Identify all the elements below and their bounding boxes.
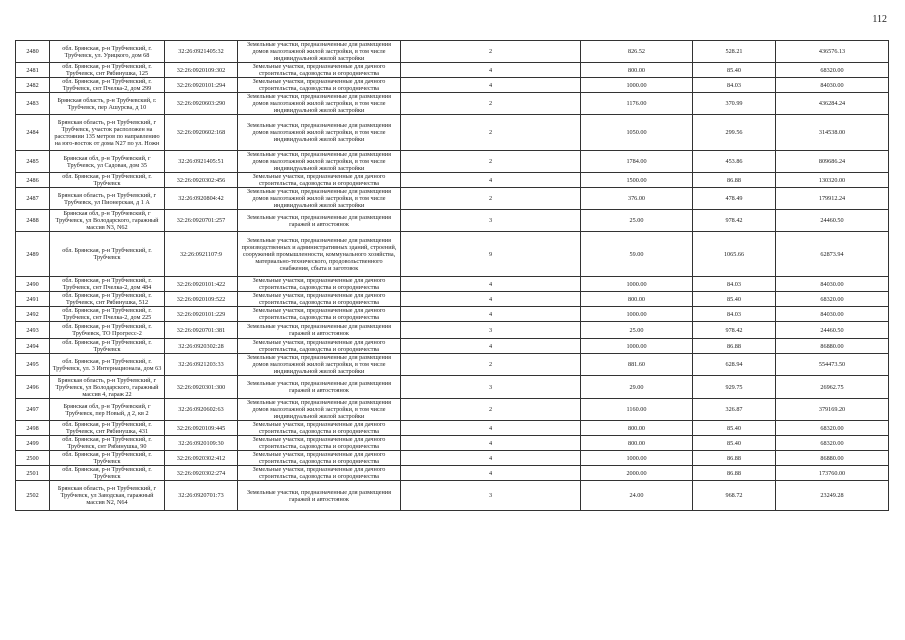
address-cell: обл. Брянская, р-н Трубчевский, г. Трубчевск, снт Пчелка-2, дом 299 <box>50 78 165 93</box>
cadastral-number-cell: 32:26:0920602:63 <box>165 399 238 421</box>
use-group-cell: 2 <box>401 188 581 210</box>
cadastral-number-cell: 32:26:0920701:73 <box>165 481 238 511</box>
area-cell: 1050.00 <box>581 115 693 151</box>
table-row <box>16 173 889 188</box>
row-number: 2498 <box>16 421 50 436</box>
land-use-cell: Земельные участки, предназначенные для дачного строительства, садоводства и огородничества <box>238 63 401 78</box>
address-cell: обл. Брянская, р-н Трубчевский, г. Трубчевск, снт Рябинушка, 512 <box>50 292 165 307</box>
address-cell: обл. Брянская, р-н Трубчевский, г. Трубчевск <box>50 451 165 466</box>
row-number: 2488 <box>16 210 50 232</box>
specific-value-cell: 929.75 <box>693 376 776 399</box>
cadastral-number-cell: 32:26:0920101:229 <box>165 307 238 322</box>
address-cell: обл. Брянская, р-н Трубчевский, г. Трубчевск <box>50 339 165 354</box>
row-number: 2482 <box>16 78 50 93</box>
area-cell: 59.00 <box>581 232 693 277</box>
area-cell: 1000.00 <box>581 451 693 466</box>
row-number: 2486 <box>16 173 50 188</box>
cadastral-value-cell: 436576.13 <box>776 41 889 63</box>
row-number: 2483 <box>16 93 50 115</box>
cadastral-number-cell: 32:26:0920109:302 <box>165 63 238 78</box>
row-number: 2497 <box>16 399 50 421</box>
specific-value-cell: 85.40 <box>693 436 776 451</box>
table-row <box>16 188 889 210</box>
specific-value-cell: 1065.66 <box>693 232 776 277</box>
area-cell: 376.00 <box>581 188 693 210</box>
cadastral-number-cell: 32:26:0920302:28 <box>165 339 238 354</box>
use-group-cell: 3 <box>401 210 581 232</box>
address-cell: Брянская область, р-н Трубчевский, г Трубчевск, ул Пионерская, д 1 А <box>50 188 165 210</box>
land-use-cell: Земельные участки, предназначенные для размещения домов малоэтажной жилой застройки, в том числе индивидуальной жилой застройки <box>238 41 401 63</box>
specific-value-cell: 628.94 <box>693 354 776 376</box>
cadastral-number-cell: 32:26:0921405:51 <box>165 151 238 173</box>
cadastral-value-cell: 68320.00 <box>776 421 889 436</box>
row-number: 2492 <box>16 307 50 322</box>
address-cell: Брянская область, р-н Трубчевский, г. Трубчевск, пер Ашурсва, д 10 <box>50 93 165 115</box>
table-row <box>16 232 889 277</box>
cadastral-value-cell: 23249.28 <box>776 481 889 511</box>
row-number: 2487 <box>16 188 50 210</box>
address-cell: Брянская обл, р-н Трубчевский, г Трубчевск, ул Садовая, дом 35 <box>50 151 165 173</box>
use-group-cell: 4 <box>401 173 581 188</box>
address-cell: обл. Брянская, р-н Трубчевский, г. Трубчевск, ТО Прогресс-2 <box>50 322 165 339</box>
address-cell: обл. Брянская, р-н Трубчевский, г. Трубчевск, снт Рябинушка, 90 <box>50 436 165 451</box>
row-number: 2494 <box>16 339 50 354</box>
use-group-cell: 4 <box>401 277 581 292</box>
cadastral-number-cell: 32:26:0920101:422 <box>165 277 238 292</box>
use-group-cell: 4 <box>401 339 581 354</box>
cadastral-value-cell: 379169.20 <box>776 399 889 421</box>
address-cell: обл. Брянская, р-н Трубчевский, г. Трубчевск <box>50 466 165 481</box>
row-number: 2490 <box>16 277 50 292</box>
area-cell: 1176.00 <box>581 93 693 115</box>
cadastral-number-cell: 32:26:0921203:33 <box>165 354 238 376</box>
area-cell: 800.00 <box>581 292 693 307</box>
area-cell: 1000.00 <box>581 78 693 93</box>
cadastral-number-cell: 32:26:0920301:300 <box>165 376 238 399</box>
address-cell: обл. Брянская, р-н Трубчевский, г. Трубчевск <box>50 232 165 277</box>
page-number: 112 <box>872 14 887 25</box>
cadastral-value-cell: 68320.00 <box>776 292 889 307</box>
specific-value-cell: 86.88 <box>693 466 776 481</box>
specific-value-cell: 86.88 <box>693 451 776 466</box>
use-group-cell: 2 <box>401 151 581 173</box>
cadastral-number-cell: 32:26:0920302:274 <box>165 466 238 481</box>
land-use-cell: Земельные участки, предназначенные для размещения гаражей и автостоянок <box>238 210 401 232</box>
table-body <box>16 41 889 511</box>
area-cell: 2000.00 <box>581 466 693 481</box>
address-cell: Брянская обл, р-н Трубчевский, г Трубчевск, ул Володарского, гаражный массив N3, N62 <box>50 210 165 232</box>
cadastral-value-cell: 24460.50 <box>776 322 889 339</box>
cadastral-value-cell: 26962.75 <box>776 376 889 399</box>
area-cell: 1160.00 <box>581 399 693 421</box>
use-group-cell: 4 <box>401 451 581 466</box>
cadastral-number-cell: 32:26:0920302:412 <box>165 451 238 466</box>
address-cell: обл. Брянская, р-н Трубчевский, г. Трубчевск, ул. Урицкого, дом 68 <box>50 41 165 63</box>
cadastral-value-cell: 68320.00 <box>776 436 889 451</box>
land-use-cell: Земельные участки, предназначенные для дачного строительства, садоводства и огородничества <box>238 173 401 188</box>
specific-value-cell: 968.72 <box>693 481 776 511</box>
specific-value-cell: 84.03 <box>693 78 776 93</box>
use-group-cell: 2 <box>401 93 581 115</box>
address-cell: обл. Брянская, р-н Трубчевский, г. Трубчевск <box>50 173 165 188</box>
use-group-cell: 4 <box>401 292 581 307</box>
land-use-cell: Земельные участки, предназначенные для размещения гаражей и автостоянок <box>238 376 401 399</box>
address-cell: обл. Брянская, р-н Трубчевский, г. Трубчевск, снт Пчелка-2, дом 484 <box>50 277 165 292</box>
area-cell: 1000.00 <box>581 277 693 292</box>
table-row <box>16 93 889 115</box>
table-row <box>16 78 889 93</box>
address-cell: обл. Брянская, р-н Трубчевский, г. Трубчевск, снт Рябинушка, 431 <box>50 421 165 436</box>
use-group-cell: 3 <box>401 322 581 339</box>
specific-value-cell: 84.03 <box>693 277 776 292</box>
land-use-cell: Земельные участки, предназначенные для дачного строительства, садоводства и огородничества <box>238 421 401 436</box>
land-use-cell: Земельные участки, предназначенные для размещения домов малоэтажной жилой застройки, в том числе индивидуальной жилой застройки <box>238 115 401 151</box>
table-row <box>16 292 889 307</box>
table-row <box>16 436 889 451</box>
specific-value-cell: 85.40 <box>693 421 776 436</box>
area-cell: 25.00 <box>581 322 693 339</box>
table-row <box>16 151 889 173</box>
table-row <box>16 354 889 376</box>
row-number: 2496 <box>16 376 50 399</box>
specific-value-cell: 478.49 <box>693 188 776 210</box>
address-cell: обл. Брянская, р-н Трубчевский, г. Трубчевск, ул. 3 Интернационала, дом 63 <box>50 354 165 376</box>
row-number: 2484 <box>16 115 50 151</box>
land-use-cell: Земельные участки, предназначенные для дачного строительства, садоводства и огородничества <box>238 339 401 354</box>
address-cell: Брянская область, р-н Трубчевский, г Трубчевск, ул Заводская, гаражный массив N2, N64 <box>50 481 165 511</box>
use-group-cell: 4 <box>401 466 581 481</box>
area-cell: 24.00 <box>581 481 693 511</box>
address-cell: Брянская обл, р-н Трубчевский, г Трубчевск, пер Новый, д 2, кв 2 <box>50 399 165 421</box>
specific-value-cell: 326.87 <box>693 399 776 421</box>
area-cell: 1000.00 <box>581 339 693 354</box>
row-number: 2493 <box>16 322 50 339</box>
land-use-cell: Земельные участки, предназначенные для дачного строительства, садоводства и огородничества <box>238 277 401 292</box>
land-use-cell: Земельные участки, предназначенные для дачного строительства, садоводства и огородничества <box>238 436 401 451</box>
cadastral-number-cell: 32:26:0921107:9 <box>165 232 238 277</box>
cadastral-number-cell: 32:26:0921405:32 <box>165 41 238 63</box>
cadastral-value-cell: 84030.00 <box>776 307 889 322</box>
specific-value-cell: 978.42 <box>693 322 776 339</box>
use-group-cell: 4 <box>401 78 581 93</box>
land-use-cell: Земельные участки, предназначенные для размещения гаражей и автостоянок <box>238 322 401 339</box>
cadastral-value-cell: 86880.00 <box>776 451 889 466</box>
table-row <box>16 277 889 292</box>
land-use-cell: Земельные участки, предназначенные для размещения домов малоэтажной жилой застройки, в том числе индивидуальной жилой застройки <box>238 151 401 173</box>
area-cell: 1784.00 <box>581 151 693 173</box>
land-use-cell: Земельные участки, предназначенные для дачного строительства, садоводства и огородничества <box>238 307 401 322</box>
cadastral-value-cell: 84030.00 <box>776 277 889 292</box>
address-cell: обл. Брянская, р-н Трубчевский, г. Трубчевск, снт Пчелка-2, дом 225 <box>50 307 165 322</box>
cadastral-value-cell: 173760.00 <box>776 466 889 481</box>
table-row <box>16 451 889 466</box>
land-use-cell: Земельные участки, предназначенные для размещения домов малоэтажной жилой застройки, в том числе индивидуальной жилой застройки <box>238 399 401 421</box>
table-row <box>16 339 889 354</box>
cadastral-value-cell: 68320.00 <box>776 63 889 78</box>
land-use-cell: Земельные участки, предназначенные для дачного строительства, садоводства и огородничества <box>238 78 401 93</box>
use-group-cell: 4 <box>401 421 581 436</box>
use-group-cell: 3 <box>401 376 581 399</box>
address-cell: Брянская область, р-н Трубчевский, г Трубчевск, участок расположен на расстоянии 135 метров по направлению на юго-восток от дома N27 по ул. Ножн <box>50 115 165 151</box>
table-row <box>16 307 889 322</box>
land-use-cell: Земельные участки, предназначенные для размещения домов малоэтажной жилой застройки, в том числе индивидуальной жилой застройки <box>238 188 401 210</box>
use-group-cell: 3 <box>401 481 581 511</box>
land-use-cell: Земельные участки, предназначенные для размещения домов малоэтажной жилой застройки, в том числе индивидуальной жилой застройки <box>238 93 401 115</box>
row-number: 2480 <box>16 41 50 63</box>
cadastral-number-cell: 32:26:0920109:30 <box>165 436 238 451</box>
table-row <box>16 466 889 481</box>
area-cell: 826.52 <box>581 41 693 63</box>
land-use-cell: Земельные участки, предназначенные для размещения гаражей и автостоянок <box>238 481 401 511</box>
use-group-cell: 9 <box>401 232 581 277</box>
land-use-cell: Земельные участки, предназначенные для дачного строительства, садоводства и огородничества <box>238 466 401 481</box>
area-cell: 25.00 <box>581 210 693 232</box>
specific-value-cell: 85.40 <box>693 292 776 307</box>
cadastral-value-cell: 179912.24 <box>776 188 889 210</box>
specific-value-cell: 86.88 <box>693 173 776 188</box>
cadastral-number-cell: 32:26:0920701:257 <box>165 210 238 232</box>
cadastral-number-cell: 32:26:0920602:168 <box>165 115 238 151</box>
cadastral-value-cell: 809686.24 <box>776 151 889 173</box>
land-use-cell: Земельные участки, предназначенные для дачного строительства, садоводства и огородничества <box>238 451 401 466</box>
address-cell: Брянская область, р-н Трубчевский, г Трубчевск, ул Володарского, гаражный массив 4, гараж 22 <box>50 376 165 399</box>
area-cell: 800.00 <box>581 63 693 78</box>
cadastral-number-cell: 32:26:0920603:290 <box>165 93 238 115</box>
cadastral-value-cell: 554473.50 <box>776 354 889 376</box>
use-group-cell: 2 <box>401 41 581 63</box>
land-use-cell: Земельные участки, предназначенные для размещения домов малоэтажной жилой застройки, в том числе индивидуальной жилой застройки <box>238 354 401 376</box>
row-number: 2501 <box>16 466 50 481</box>
area-cell: 881.60 <box>581 354 693 376</box>
cadastral-number-cell: 32:26:0920101:294 <box>165 78 238 93</box>
cadastral-value-cell: 84030.00 <box>776 78 889 93</box>
use-group-cell: 2 <box>401 354 581 376</box>
cadastral-number-cell: 32:26:0920109:522 <box>165 292 238 307</box>
table-row <box>16 63 889 78</box>
area-cell: 800.00 <box>581 436 693 451</box>
land-use-cell: Земельные участки, предназначенные для размещения производственных и административных зданий, строений, сооружений промышленности, коммунального хозяйства, материально-технического, продовольственного снабжения, сбыта и заготовок <box>238 232 401 277</box>
specific-value-cell: 299.56 <box>693 115 776 151</box>
cadastral-value-cell: 86880.00 <box>776 339 889 354</box>
row-number: 2499 <box>16 436 50 451</box>
table-row <box>16 41 889 63</box>
area-cell: 800.00 <box>581 421 693 436</box>
table-row <box>16 399 889 421</box>
specific-value-cell: 84.03 <box>693 307 776 322</box>
area-cell: 1000.00 <box>581 307 693 322</box>
cadastral-value-cell: 130320.00 <box>776 173 889 188</box>
use-group-cell: 4 <box>401 63 581 78</box>
cadastral-value-cell: 24460.50 <box>776 210 889 232</box>
cadastral-number-cell: 32:26:0920109:445 <box>165 421 238 436</box>
table-row <box>16 115 889 151</box>
row-number: 2500 <box>16 451 50 466</box>
table-row <box>16 481 889 511</box>
specific-value-cell: 85.40 <box>693 63 776 78</box>
area-cell: 1500.00 <box>581 173 693 188</box>
use-group-cell: 2 <box>401 399 581 421</box>
cadastral-value-cell: 314538.00 <box>776 115 889 151</box>
use-group-cell: 4 <box>401 307 581 322</box>
cadastral-number-cell: 32:26:0920804:42 <box>165 188 238 210</box>
table-row <box>16 210 889 232</box>
row-number: 2495 <box>16 354 50 376</box>
cadastral-number-cell: 32:26:0920302:456 <box>165 173 238 188</box>
cadastral-number-cell: 32:26:0920701:381 <box>165 322 238 339</box>
specific-value-cell: 978.42 <box>693 210 776 232</box>
table-row <box>16 322 889 339</box>
specific-value-cell: 86.88 <box>693 339 776 354</box>
land-use-cell: Земельные участки, предназначенные для дачного строительства, садоводства и огородничества <box>238 292 401 307</box>
table-row <box>16 376 889 399</box>
specific-value-cell: 528.21 <box>693 41 776 63</box>
specific-value-cell: 453.86 <box>693 151 776 173</box>
use-group-cell: 2 <box>401 115 581 151</box>
row-number: 2491 <box>16 292 50 307</box>
area-cell: 29.00 <box>581 376 693 399</box>
use-group-cell: 4 <box>401 436 581 451</box>
land-valuation-table <box>15 40 889 511</box>
cadastral-value-cell: 436284.24 <box>776 93 889 115</box>
address-cell: обл. Брянская, р-н Трубчевский, г. Трубчевск, снт Рябинушка, 125 <box>50 63 165 78</box>
row-number: 2485 <box>16 151 50 173</box>
row-number: 2502 <box>16 481 50 511</box>
cadastral-value-cell: 62873.94 <box>776 232 889 277</box>
table-row <box>16 421 889 436</box>
specific-value-cell: 370.99 <box>693 93 776 115</box>
row-number: 2481 <box>16 63 50 78</box>
row-number: 2489 <box>16 232 50 277</box>
